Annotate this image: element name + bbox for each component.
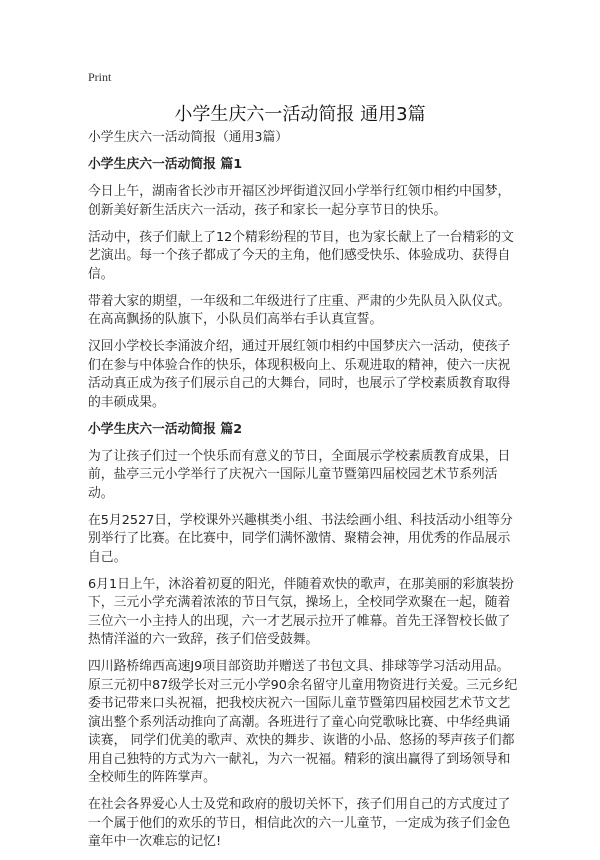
paragraph: 汉回小学校长李涌波介绍，通过开展红领巾相约中国梦庆六一活动，使孩子们在参与中体验合作的快乐，体现积极向上、乐观进取的精神，使六一庆祝活动真正成为孩子们展示自己的大舞台，同时，也展示了学校素质教育取得的丰硕成果。: [88, 339, 511, 410]
paragraph: 在5月2527日，学校课外兴趣棋类小组、书法绘画小组、科技活动小组等分别举行了比赛。在比赛中，同学们满怀激情、聚精会神，用优秀的作品展示自己。: [88, 512, 513, 565]
section-heading: 小学生庆六一活动简报 篇2: [88, 421, 243, 437]
document-subtitle: 小学生庆六一活动简报（通用3篇）: [88, 130, 289, 145]
print-link[interactable]: Print: [88, 70, 112, 84]
paragraph: 四川路桥绵西高速J9项目部资助并赠送了书包文具、排球等学习活动用品。原三元初中87级学长对三元小学90余名留守儿童用物资进行关爱。三元乡纪委书记带来口头祝福，把我校庆祝六一国际儿童节暨第四届校园艺术节文艺演出整个系列活动推向了高潮。各班进行了童心向党歌咏比赛、中华经典诵读赛， 同学们优美的歌声、欢快的舞步、诙谐的小品、悠扬的琴声孩子们都用自己独特的方式为六一献礼，为六一祝福。精彩的演出赢得了到场领导和全校师生的阵阵掌声。: [88, 659, 518, 785]
section-heading: 小学生庆六一活动简报 篇1: [88, 157, 243, 172]
paragraph: 为了让孩子们过一个快乐而有意义的节日，全面展示学校素质教育成果，日前，盐亭三元小学举行了庆祝六一国际儿童节暨第四届校园艺术节系列活动。: [88, 448, 511, 501]
document-body: [88, 129, 522, 860]
paragraph: 6月1日上午，沐浴着初夏的阳光，伴随着欢快的歌声，在那美丽的彩旗装扮下，三元小学充满着浓浓的节日气氛，操场上，全校同学欢聚在一起，随着三位六一小主持人的出现，六一才艺展示拉开了帷幕。首先王泽智校长做了热情洋溢的六一致辞，孩子们倍受鼓舞。: [88, 576, 514, 647]
page-title: 小学生庆六一活动简报 通用3篇: [174, 104, 426, 125]
paragraph: 在社会各界爱心人士及党和政府的殷切关怀下，孩子们用自己的方式度过了一个属于他们的欢乐的节日，相信此次的六一儿童节，一定成为孩子们金色童年中一次难忘的记忆!: [88, 797, 511, 849]
paragraph: 活动中，孩子们献上了12个精彩纷程的节目，也为家长献上了一台精彩的文艺演出。每一个孩子都成了今天的主角，他们感受快乐、体验成功、获得自信。: [88, 229, 514, 282]
paragraph: 带着大家的期望，一年级和二年级进行了庄重、严肃的少先队员入队仪式。在高高飘扬的队旗下，小队员们高举右手认真宣誓。: [88, 293, 511, 327]
paragraph: 今日上午，湖南省长沙市开福区沙坪街道汉回小学举行红领巾相约中国梦，创新美好新生活庆六一活动，孩子和家长一起分享节日的快乐。: [88, 184, 511, 218]
